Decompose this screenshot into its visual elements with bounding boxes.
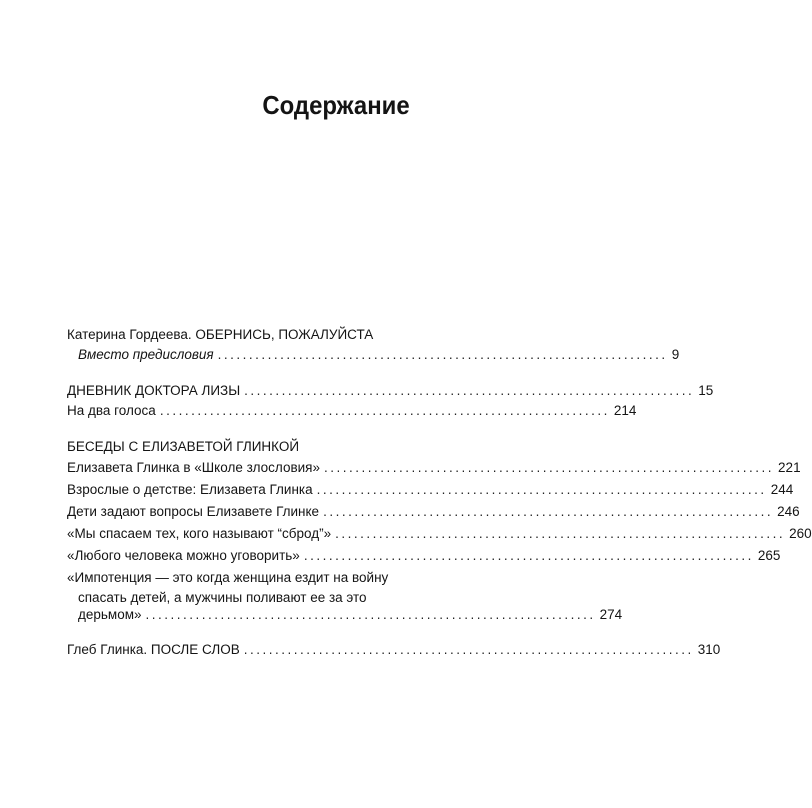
toc-entry-impotence-line1: «Импотенция — это когда женщина ездит на войну <box>67 570 389 585</box>
toc-entry-impotence[interactable] <box>67 604 623 626</box>
toc-label: На два голоса <box>67 403 156 418</box>
toc-page: 265 <box>757 548 781 563</box>
toc-leader: ........................................................................ <box>335 526 786 541</box>
toc-page: 246 <box>777 504 800 519</box>
toc-page: 221 <box>778 460 801 475</box>
toc-entry-impotence-line2: спасать детей, а мужчины поливают ее за это <box>78 590 367 605</box>
toc-entry-we-save[interactable] <box>67 523 812 545</box>
toc-leader: ........................................................................ <box>217 347 668 362</box>
toc-entry-gordeeva <box>67 324 373 346</box>
toc-leader: ........................................................................ <box>244 383 695 398</box>
toc-leader: ........................................................................ <box>159 403 610 418</box>
toc-author: Глеб Глинка. <box>67 642 151 657</box>
toc-label: дерьмом» <box>78 607 142 622</box>
toc-entry-children[interactable] <box>67 501 800 523</box>
toc-page: 260 <box>789 526 812 541</box>
toc-leader: ........................................................................ <box>145 607 596 622</box>
toc-entry-preface[interactable] <box>67 344 680 366</box>
toc-page: 214 <box>613 403 637 418</box>
toc-label: ДНЕВНИК ДОКТОРА ЛИЗЫ <box>67 383 241 398</box>
toc-entry-two-voices[interactable] <box>67 400 637 422</box>
toc-page: 9 <box>671 347 680 362</box>
toc-page: 15 <box>698 383 714 398</box>
toc-entry-adults[interactable] <box>67 479 794 501</box>
toc-label: Дети задают вопросы Елизавете Глинке <box>67 504 320 519</box>
toc-leader: ........................................................................ <box>316 482 767 497</box>
toc-leader: ........................................................................ <box>323 504 774 519</box>
toc-entry-persuade[interactable] <box>67 545 781 567</box>
toc-label <box>67 639 240 661</box>
toc-author: Катерина Гордеева. <box>67 327 196 342</box>
toc-page: 274 <box>599 607 623 622</box>
toc-label: «Мы спасаем тех, кого называют “сброд”» <box>67 526 332 541</box>
toc-label: «Любого человека можно уговорить» <box>67 548 300 563</box>
toc-entry-diary[interactable] <box>67 380 714 402</box>
toc-page: 310 <box>697 642 721 657</box>
page-title: Содержание <box>262 90 410 120</box>
toc-page: 244 <box>770 482 794 497</box>
toc-leader: ........................................................................ <box>243 642 694 657</box>
toc-label: Вместо предисловия <box>78 347 214 362</box>
toc-label: Елизавета Глинка в «Школе злословия» <box>67 460 320 475</box>
toc-entry-afterword[interactable] <box>67 639 721 661</box>
toc-leader: ........................................................................ <box>323 460 775 475</box>
toc-title: ПОСЛЕ СЛОВ <box>150 642 240 657</box>
toc-title: ОБЕРНИСЬ, ПОЖАЛУЙСТА <box>195 327 374 342</box>
toc-entry-school[interactable] <box>67 457 801 479</box>
toc-label: Взрослые о детстве: Елизавета Глинка <box>67 482 313 497</box>
toc-leader: ........................................................................ <box>303 548 754 563</box>
toc-section-heading: БЕСЕДЫ С ЕЛИЗАВЕТОЙ ГЛИНКОЙ <box>67 439 300 454</box>
